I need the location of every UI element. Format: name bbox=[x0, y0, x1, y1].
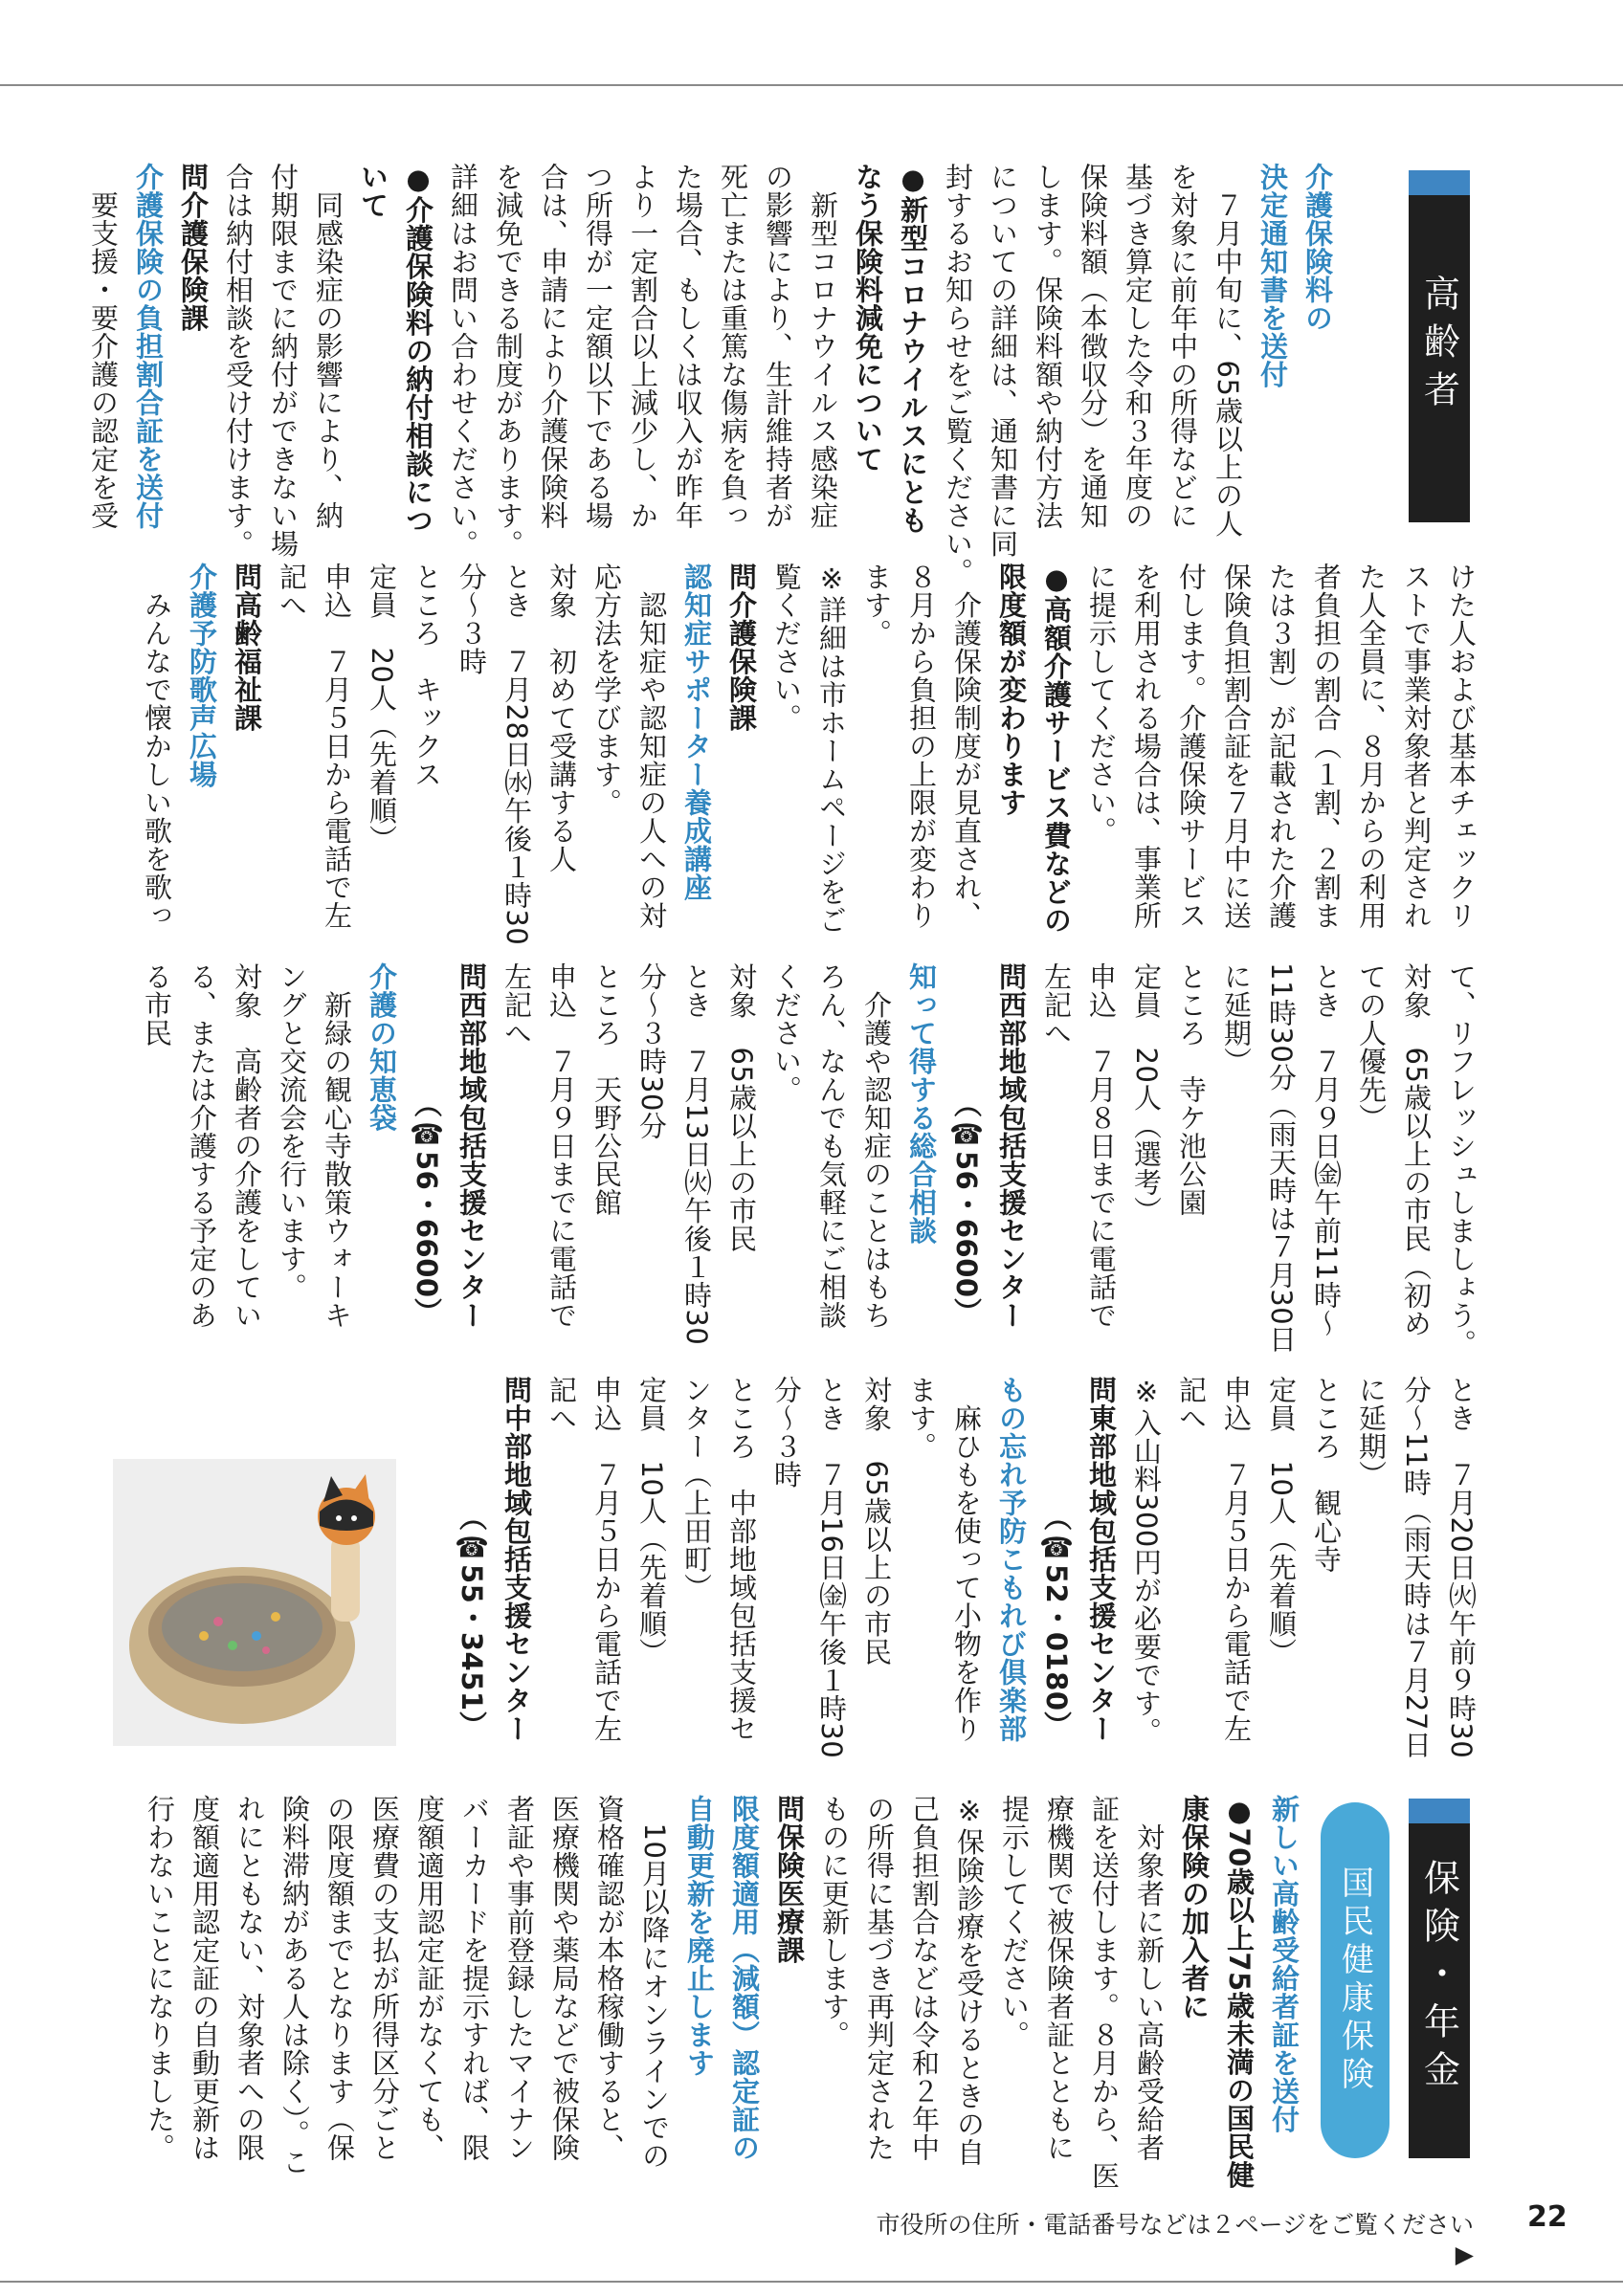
text-line: 新しい高齢受給者証を送付 bbox=[1268, 1795, 1301, 2133]
text-line: 対象 初めて受講する人 bbox=[545, 563, 578, 873]
text-line: 康保険の加入者に bbox=[1178, 1795, 1211, 2020]
text-line: ところ 天野公民館 bbox=[590, 962, 623, 1217]
text-line: 詳細はお問い合わせください。 bbox=[447, 163, 479, 558]
text-line: 申込 ７月８日までに電話で bbox=[1085, 962, 1118, 1330]
text-line: 限度額が変わります bbox=[995, 563, 1028, 817]
section-label-elderly: 高齢者 bbox=[1409, 170, 1470, 522]
text-line: 対象 高齢者の介護をしてい bbox=[231, 962, 263, 1330]
text-line: 付します。介護保険サービス bbox=[1175, 563, 1208, 930]
text-line: いて bbox=[357, 163, 389, 219]
text-line: 問介護保険課 bbox=[725, 563, 758, 732]
text-line: を利用される場合は、事業所 bbox=[1130, 563, 1163, 930]
text-line: 麻ひもを使って小物を作り bbox=[950, 1376, 983, 1743]
text-line: に提示してください。 bbox=[1085, 563, 1118, 845]
text-line: 険料滞納がある人は除く）。こ bbox=[278, 1795, 311, 2176]
text-line: 知って得する総合相談 bbox=[905, 962, 938, 1245]
text-line: たは３割）が記載された介護 bbox=[1265, 563, 1298, 930]
text-line: 左記へ bbox=[1040, 962, 1073, 1048]
text-line: します。保険料額や納付方法 bbox=[1032, 163, 1064, 530]
text-line: を減免できる制度があります。 bbox=[492, 163, 524, 558]
text-line: 資格確認が本格稼働すると、 bbox=[593, 1795, 626, 2162]
text-line: とき ７月９日㈮午前11時～ bbox=[1310, 962, 1343, 1337]
text-line: 記へ bbox=[545, 1376, 578, 1432]
text-line: 者負担の割合（１割、２割ま bbox=[1310, 563, 1343, 930]
text-line: 問西部地域包括支援センター bbox=[456, 962, 488, 1330]
text-line: （☎56・6600） bbox=[950, 962, 983, 1327]
text-tier-2 bbox=[105, 563, 1483, 946]
text-line: 分～３時30分 bbox=[635, 962, 668, 1140]
footer-note: 市役所の住所・電話番号などは２ページをご覧ください▶ bbox=[876, 2211, 1474, 2268]
text-line: とき ７月16日㈮午後１時30 bbox=[815, 1376, 848, 1759]
text-line: ます。 bbox=[905, 1376, 938, 1461]
text-line: 定員 10人（先着順） bbox=[635, 1376, 668, 1667]
text-line: 定員 20人（先着順） bbox=[366, 563, 398, 853]
text-line: 申込 ７月５日から電話で左 bbox=[321, 563, 353, 930]
text-line: 証を送付します。８月から、医 bbox=[1088, 1795, 1121, 2190]
text-line: 行わないことになりました。 bbox=[144, 1795, 176, 2162]
text-line: 申込 ７月９日までに電話で bbox=[545, 962, 578, 1330]
text-line: みんなで懐かしい歌を歌っ bbox=[141, 563, 173, 930]
text-line: 対象 65歳以上の市民（初め bbox=[1400, 962, 1433, 1337]
text-line: （☎56・6600） bbox=[411, 962, 443, 1327]
text-tier-4 bbox=[421, 1376, 1483, 1759]
text-line: の影響により、生計維持者が bbox=[762, 163, 794, 530]
text-line: 認知症や認知症の人への対 bbox=[635, 563, 668, 930]
text-line: 申込 ７月５日から電話で左 bbox=[1220, 1376, 1253, 1743]
text-line: 度額適用認定証の自動更新は bbox=[189, 1795, 221, 2162]
text-line: 介護予防歌声広場 bbox=[186, 563, 218, 788]
text-line: 申込 ７月５日から電話で左 bbox=[590, 1376, 623, 1743]
text-line: （☎55・3451） bbox=[456, 1376, 488, 1740]
text-line: た場合、もしくは収入が昨年 bbox=[672, 163, 704, 530]
text-line: れにともない、対象者への限 bbox=[233, 1795, 266, 2162]
text-line: についての詳細は、通知書に同 bbox=[987, 163, 1019, 558]
text-line: 問高齢福祉課 bbox=[231, 563, 263, 732]
text-line: 己負担割合などは令和２年中 bbox=[908, 1795, 941, 2162]
text-line: 介護保険料の bbox=[1301, 163, 1334, 332]
text-line: 者証や事前登録したマイナン bbox=[503, 1795, 536, 2162]
top-rule bbox=[0, 84, 1623, 86]
text-line: 合は納付相談を受け付けます。 bbox=[222, 163, 255, 558]
text-line: 要支援・要介護の認定を受 bbox=[87, 163, 120, 530]
section-label-insurance: 保険・年金 bbox=[1409, 1799, 1470, 2158]
text-tier-1 bbox=[87, 163, 1340, 586]
text-line: 介護や認知症のことはもち bbox=[860, 962, 893, 1330]
text-line: 自動更新を廃止します bbox=[683, 1795, 716, 2077]
text-line: 問東部地域包括支援センター bbox=[1085, 1376, 1118, 1743]
text-line: 新緑の観心寺散策ウォーキ bbox=[321, 962, 353, 1330]
text-line: ●70歳以上75歳未満の国民健 bbox=[1223, 1795, 1256, 2190]
text-line: 分～３時 bbox=[770, 1376, 803, 1489]
text-line: ●高額介護サービス費などの bbox=[1040, 563, 1073, 935]
text-line: 決定通知書を送付 bbox=[1256, 163, 1289, 388]
text-line: ての人優先） bbox=[1355, 962, 1388, 1132]
text-line: 記へ bbox=[276, 563, 308, 619]
text-line: 療機関で被保険者証とともに bbox=[1043, 1795, 1076, 2162]
text-line: つ所得が一定額以下である場 bbox=[582, 163, 614, 530]
text-line: の所得に基づき再判定された bbox=[863, 1795, 896, 2162]
text-line: 死亡または重篤な傷病を負っ bbox=[717, 163, 749, 530]
text-line: 介護保険制度が見直され、 bbox=[950, 563, 983, 930]
text-line: 11時30分（雨天時は７月30日 bbox=[1265, 962, 1298, 1354]
text-line: 左記へ bbox=[500, 962, 533, 1048]
text-tier-5 bbox=[105, 1795, 1306, 2190]
knitted-basket-with-cat-image bbox=[113, 1459, 396, 1746]
text-line: 合は、申請により介護保険料 bbox=[537, 163, 569, 530]
text-line: より一定割合以上減少し、か bbox=[627, 163, 659, 530]
text-line: る市民 bbox=[141, 962, 173, 1048]
text-line: とき ７月20日㈫午前９時30 bbox=[1445, 1376, 1478, 1759]
text-line: 分～３時 bbox=[456, 563, 488, 675]
text-line: 医療機関や薬局などで被保険 bbox=[548, 1795, 581, 2162]
text-line: 対象 65歳以上の市民 bbox=[860, 1376, 893, 1667]
text-line: る、または介護する予定のあ bbox=[186, 962, 218, 1330]
text-line: 提示してください。 bbox=[998, 1795, 1031, 2049]
text-line: （☎52・0180） bbox=[1040, 1376, 1073, 1740]
text-line: 問保険医療課 bbox=[773, 1795, 806, 1964]
text-line: ところ 寺ケ池公園 bbox=[1175, 962, 1208, 1217]
text-line: 基づき算定した令和３年度の bbox=[1122, 163, 1154, 530]
text-line: けた人および基本チェックリ bbox=[1445, 563, 1478, 930]
text-line: ８月から負担の上限が変わり bbox=[905, 563, 938, 930]
text-line: ●新型コロナウイルスにとも bbox=[897, 163, 929, 535]
text-line: ところ キックス bbox=[411, 563, 443, 788]
text-line: に延期） bbox=[1220, 962, 1253, 1075]
text-line: 新型コロナウイルス感染症 bbox=[807, 163, 839, 530]
text-line: ７月中旬に、65歳以上の人 bbox=[1212, 163, 1244, 538]
text-line: ろん、なんでも気軽にご相談 bbox=[815, 962, 848, 1330]
text-line: の限度額までとなります（保 bbox=[323, 1795, 356, 2162]
text-line: 度額適用認定証がなくても、 bbox=[413, 1795, 446, 2162]
text-line: 問西部地域包括支援センター bbox=[995, 962, 1028, 1330]
text-line: ※保険診療を受けるときの自 bbox=[953, 1795, 986, 2167]
text-line: 定員 20人（選考） bbox=[1130, 962, 1163, 1225]
section-sublabel-kokuho: 国民健康保険 bbox=[1321, 1802, 1390, 2158]
text-line: なう保険料減免について bbox=[852, 163, 884, 474]
text-line: 定員 10人（先着順） bbox=[1265, 1376, 1298, 1667]
text-line: 覧ください。 bbox=[770, 563, 803, 732]
text-line: 10月以降にオンラインでの bbox=[638, 1795, 671, 2170]
text-line: ところ 中部地域包括支援セ bbox=[725, 1376, 758, 1743]
bottom-rule bbox=[0, 2281, 1623, 2283]
text-line: 封するお知らせをご覧ください。 bbox=[942, 163, 974, 586]
text-line: 限度額適用（減額）認定証の bbox=[728, 1795, 761, 2162]
text-line: ます。 bbox=[860, 563, 893, 648]
text-line: ください。 bbox=[770, 962, 803, 1104]
text-line: 応方法を学びます。 bbox=[590, 563, 623, 817]
text-line: 付期限までに納付ができない場 bbox=[267, 163, 300, 558]
text-line: ングと交流会を行います。 bbox=[276, 962, 308, 1301]
text-line: た人全員に、８月からの利用 bbox=[1355, 563, 1388, 930]
text-line: を対象に前年中の所得などに bbox=[1167, 163, 1199, 530]
text-line: ※詳細は市ホームページをご bbox=[815, 563, 848, 935]
text-line: て、リフレッシュしましょう。 bbox=[1445, 962, 1478, 1358]
text-line: 医療費の支払が所得区分ごと bbox=[368, 1795, 401, 2162]
text-line: 同感染症の影響により、納 bbox=[312, 163, 345, 530]
text-line: ところ 観心寺 bbox=[1310, 1376, 1343, 1574]
text-line: 介護保険の負担割合証を送付 bbox=[132, 163, 165, 530]
text-line: ※入山料300円が必要です。 bbox=[1130, 1376, 1163, 1746]
text-tier-3 bbox=[105, 962, 1483, 1358]
text-line: ストで事業対象者と判定され bbox=[1400, 563, 1433, 930]
text-line: とき ７月28日㈬午後１時30 bbox=[500, 563, 533, 946]
text-line: ものに更新します。 bbox=[818, 1795, 851, 2049]
text-line: 介護の知恵袋 bbox=[366, 962, 398, 1132]
text-line: もの忘れ予防こもれび倶楽部 bbox=[995, 1376, 1028, 1743]
text-line: ンター（上田町） bbox=[680, 1376, 713, 1601]
text-line: 保険料額（本徴収分）を通知 bbox=[1077, 163, 1109, 530]
page-number: 22 bbox=[1527, 2200, 1567, 2234]
text-line: 認知症サポーター養成講座 bbox=[680, 563, 713, 901]
text-line: 問介護保険課 bbox=[177, 163, 210, 332]
text-line: バーカードを提示すれば、限 bbox=[458, 1795, 491, 2162]
text-line: に延期） bbox=[1355, 1376, 1388, 1489]
text-line: 保険負担割合証を７月中に送 bbox=[1220, 563, 1253, 930]
text-line: 問中部地域包括支援センター bbox=[500, 1376, 533, 1743]
text-line: 分～11時（雨天時は７月27日 bbox=[1400, 1376, 1433, 1759]
text-line: 対象 65歳以上の市民 bbox=[725, 962, 758, 1253]
text-line: とき ７月13日㈫午後１時30 bbox=[680, 962, 713, 1346]
text-line: 対象者に新しい高齢受給者 bbox=[1133, 1795, 1166, 2162]
text-line: 記へ bbox=[1175, 1376, 1208, 1432]
text-line: ●介護保険料の納付相談につ bbox=[402, 163, 434, 535]
